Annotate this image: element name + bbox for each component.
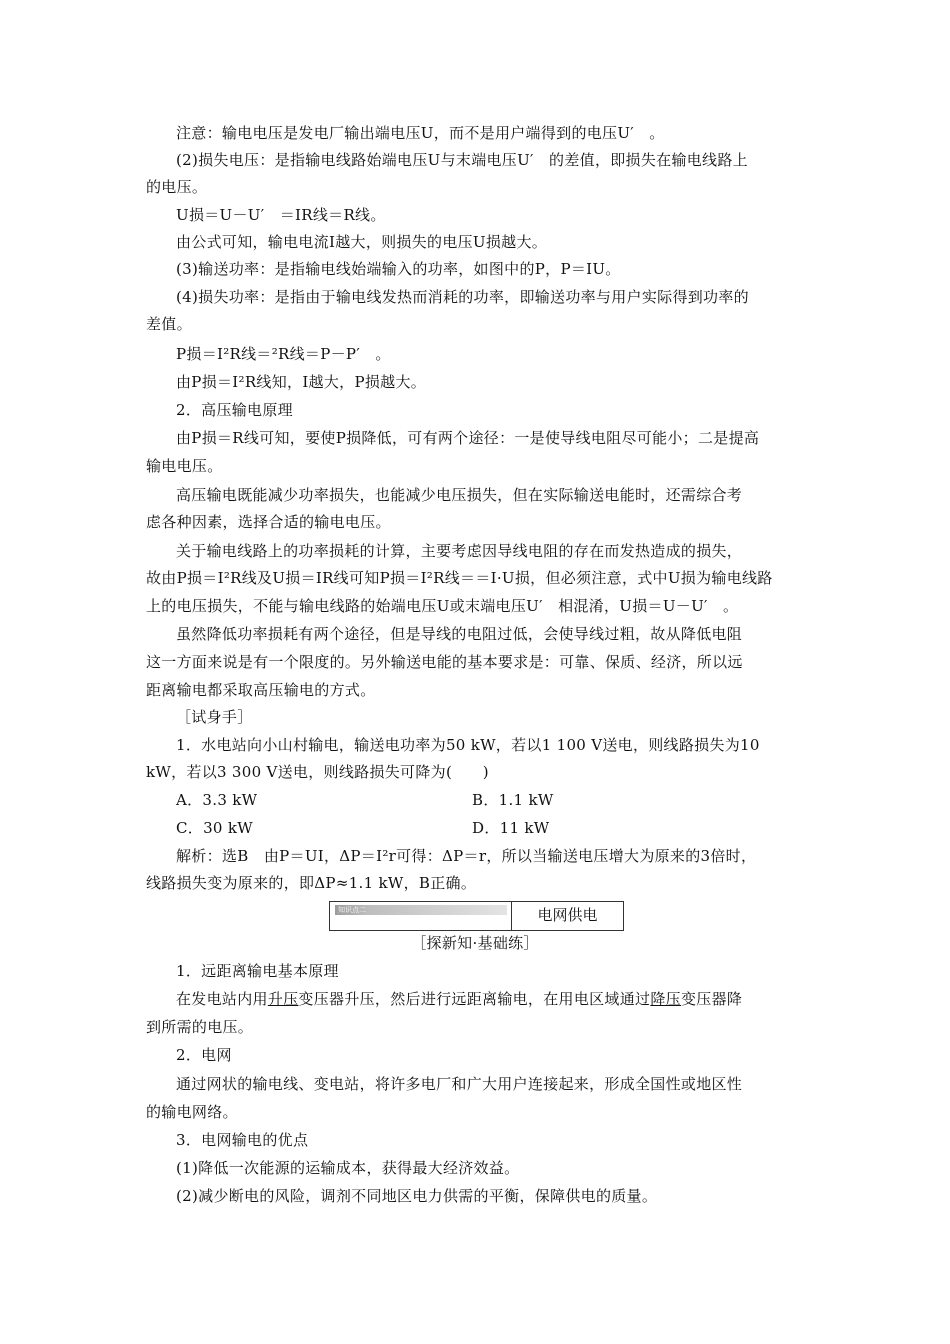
question-line: kW，若以3 300 V送电，则线路损失可降为( ) (146, 763, 489, 781)
text-line: 到所需的电压。 (146, 1018, 254, 1036)
underlined-answer: 升压 (267, 990, 299, 1008)
knowledge-point-box (329, 901, 624, 931)
text-line: 故由P损＝I²R线及U损＝IR线可知P损＝I²R线＝＝I·U损，但必须注意，式中U损为输电线路 (146, 569, 773, 587)
analysis-line: 解析：选B 由P＝UI，ΔP＝I²r可得：ΔP＝r，所以当输送电压增大为原来的3倍时， (176, 847, 757, 865)
text-span: 在发电站内用 (176, 990, 268, 1008)
text-line: 这一方面来说是有一个限度的。另外输送电能的基本要求是：可靠、保质、经济，所以远 (146, 653, 743, 671)
text-line: 虽然降低功率损耗有两个途径，但是导线的电阻过低，会使导线过粗，故从降低电阻 (176, 625, 743, 643)
text-line: (4)损失功率：是指由于输电线发热而消耗的功率，即输送功率与用户实际得到功率的 (176, 288, 749, 306)
section-heading: 3．电网输电的优点 (176, 1131, 309, 1149)
text-line: (2)减少断电的风险，调剂不同地区电力供需的平衡，保障供电的质量。 (176, 1187, 658, 1205)
formula-line: U损＝U－U′ ＝IR线＝R线。 (176, 206, 386, 224)
text-line: 的输电网络。 (146, 1103, 238, 1121)
text-line (176, 990, 742, 1008)
option-d: D．11 kW (472, 819, 550, 837)
text-line: 注意：输电电压是发电厂输出端电压U，而不是用户端得到的电压U′ 。 (176, 124, 665, 142)
analysis-line: 线路损失变为原来的，即ΔP≈1.1 kW，B正确。 (146, 874, 477, 892)
text-line: 由公式可知，输电电流I越大，则损失的电压U损越大。 (176, 233, 548, 251)
knowledge-title: 电网供电 (537, 906, 598, 924)
knowledge-tag: 知识点二 (335, 905, 507, 915)
exercise-label: ［试身手］ (176, 708, 253, 726)
text-line: 的电压。 (146, 178, 208, 196)
text-line: 关于输电线路上的功率损耗的计算，主要考虑因导线电阻的存在而发热造成的损失， (176, 542, 743, 560)
text-line: 通过网状的输电线、变电站，将许多电厂和广大用户连接起来，形成全国性或地区性 (176, 1075, 743, 1093)
text-span: 变压器降 (680, 990, 743, 1008)
section-heading: 2．电网 (176, 1046, 232, 1064)
subheading: ［探新知·基础练］ (411, 934, 539, 952)
option-c: C．30 kW (176, 819, 253, 837)
underlined-answer: 降压 (650, 990, 681, 1008)
text-line: 由P损＝R线可知，要使P损降低，可有两个途径：一是使导线电阻尽可能小；二是提高 (176, 429, 760, 447)
knowledge-tag-cell (330, 902, 512, 930)
text-line: 上的电压损失，不能与输电线路的始端电压U或末端电压U′ 相混淆，U损＝U－U′ 。 (146, 597, 739, 615)
text-line: 距离输电都采取高压输电的方式。 (146, 681, 376, 699)
text-line: (2)损失电压：是指输电线路始端电压U与末端电压U′ 的差值，即损失在输电线路上 (176, 151, 748, 169)
question-line: 1．水电站向小山村输电，输送电功率为50 kW，若以1 100 V送电，则线路损失为10 (176, 736, 760, 754)
text-line: 输电电压。 (146, 457, 223, 475)
section-heading: 1．远距离输电基本原理 (176, 962, 339, 980)
text-line: 虑各种因素，选择合适的输电电压。 (146, 513, 391, 531)
formula-line: P损＝I²R线＝²R线＝P－P′ 。 (176, 345, 391, 363)
option-b: B．1.1 kW (472, 791, 554, 809)
text-line: 差值。 (146, 315, 192, 333)
text-line: 由P损＝I²R线知，I越大，P损越大。 (176, 373, 427, 391)
option-a: A．3.3 kW (176, 791, 258, 809)
text-span: 变压器升压，然后进行远距离输电，在用电区域通过 (298, 990, 651, 1008)
text-line: (3)输送功率：是指输电线始端输入的功率，如图中的P，P＝IU。 (176, 260, 621, 278)
text-line: 高压输电既能减少功率损失，也能减少电压损失，但在实际输送电能时，还需综合考 (176, 486, 743, 504)
section-heading: 2．高压输电原理 (176, 401, 293, 419)
text-line: (1)降低一次能源的运输成本，获得最大经济效益。 (176, 1159, 520, 1177)
